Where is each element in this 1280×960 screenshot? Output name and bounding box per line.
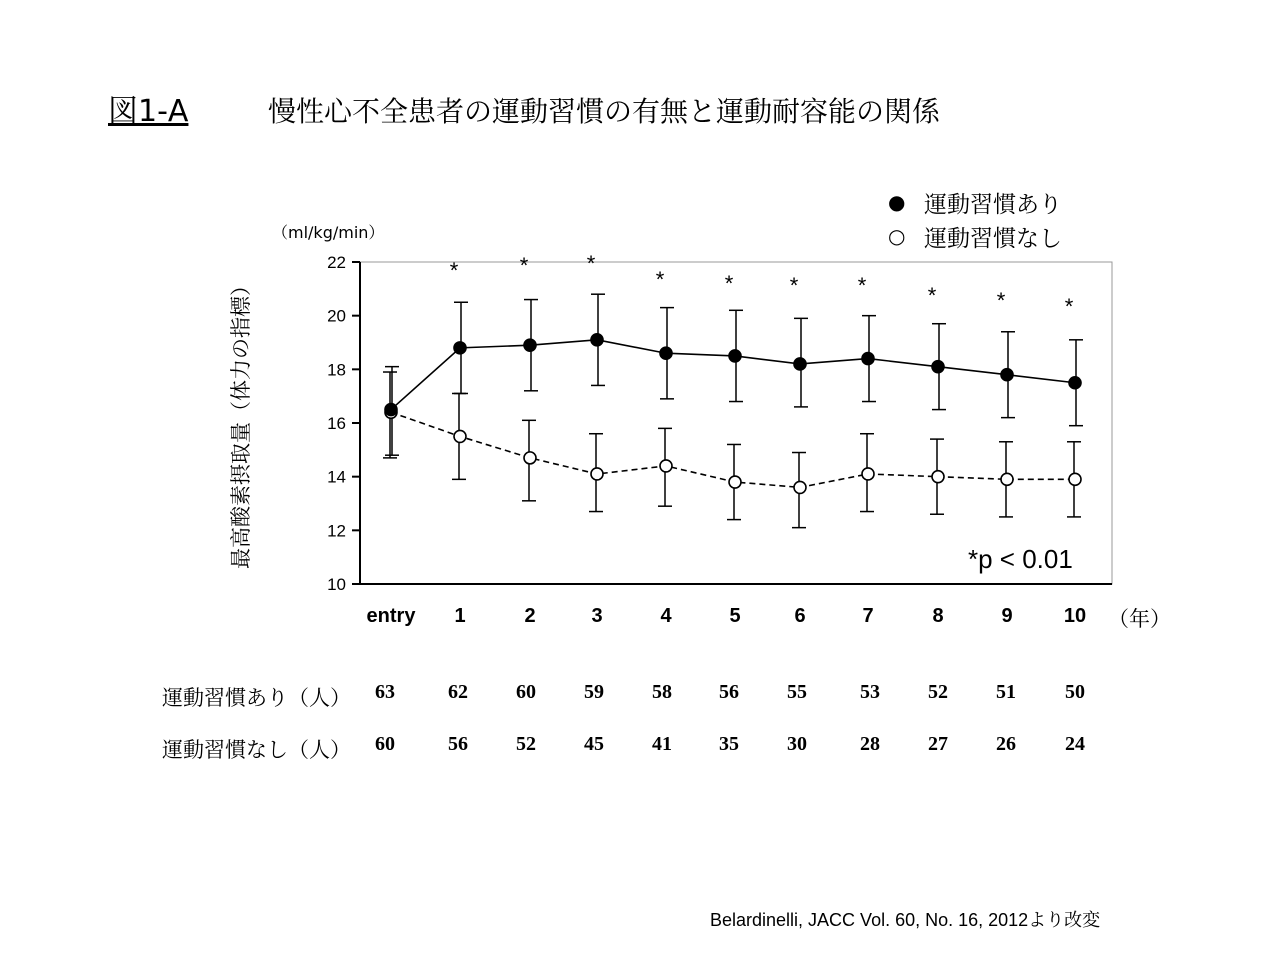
count-value: 27 bbox=[928, 733, 948, 755]
x-axis-unit: （年） bbox=[1108, 607, 1171, 631]
data-point-filled bbox=[660, 347, 672, 359]
count-value: 63 bbox=[375, 681, 395, 703]
x-tick-label: 3 bbox=[591, 605, 603, 627]
x-tick-label: 6 bbox=[794, 605, 806, 627]
y-tick-label: 20 bbox=[327, 306, 346, 326]
data-point-open bbox=[729, 476, 741, 488]
filled-circle-icon: ● bbox=[888, 190, 906, 214]
legend-label: 運動習慣なし bbox=[924, 225, 1062, 252]
page-title: 慢性心不全患者の運動習慣の有無と運動耐容能の関係 bbox=[268, 95, 941, 128]
count-value: 26 bbox=[996, 733, 1016, 755]
figure-label: 図1-A bbox=[108, 94, 189, 129]
y-tick-label: 18 bbox=[327, 360, 346, 380]
count-value: 60 bbox=[375, 733, 395, 755]
data-point-filled bbox=[729, 350, 741, 362]
count-value: 59 bbox=[584, 681, 604, 703]
significance-marker: * bbox=[586, 251, 596, 276]
count-value: 60 bbox=[516, 681, 536, 703]
data-point-filled bbox=[524, 339, 536, 351]
data-point-filled bbox=[591, 334, 603, 346]
x-tick-label: 1 bbox=[454, 605, 466, 627]
count-value: 41 bbox=[652, 733, 672, 755]
data-point-open bbox=[591, 468, 603, 480]
data-point-filled bbox=[385, 404, 397, 416]
x-tick-label: 10 bbox=[1063, 605, 1087, 627]
data-point-open bbox=[1069, 473, 1081, 485]
count-label-without-exercise: 運動習慣なし（人） bbox=[162, 738, 351, 762]
data-point-filled bbox=[932, 361, 944, 373]
y-tick-label: 12 bbox=[327, 521, 346, 541]
data-point-open bbox=[1001, 473, 1013, 485]
count-value: 35 bbox=[719, 733, 739, 755]
count-label-with-exercise: 運動習慣あり（人） bbox=[162, 686, 351, 710]
data-point-filled bbox=[862, 353, 874, 365]
data-point-filled bbox=[1069, 377, 1081, 389]
data-point-open bbox=[660, 460, 672, 472]
count-value: 30 bbox=[787, 733, 807, 755]
significance-marker: * bbox=[857, 273, 867, 298]
count-value: 62 bbox=[448, 681, 468, 703]
source-citation: Belardinelli, JACC Vol. 60, No. 16, 2012より改変 bbox=[710, 910, 1101, 930]
significance-marker: * bbox=[449, 258, 459, 283]
y-tick-label: 22 bbox=[327, 253, 346, 272]
data-point-open bbox=[794, 481, 806, 493]
data-point-filled bbox=[794, 358, 806, 370]
significance-marker: * bbox=[927, 283, 937, 308]
x-tick-label: 4 bbox=[660, 605, 672, 627]
count-value: 45 bbox=[584, 733, 604, 755]
y-axis-unit: （ml/kg/min） bbox=[272, 223, 385, 242]
y-axis-label: 最高酸素摂取量（体力の指標） bbox=[229, 275, 253, 569]
x-tick-label: 5 bbox=[729, 605, 741, 627]
count-value: 51 bbox=[996, 681, 1016, 703]
count-value: 24 bbox=[1065, 733, 1085, 755]
x-tick-label: 9 bbox=[1001, 605, 1013, 627]
data-point-open bbox=[932, 471, 944, 483]
x-tick-label: 7 bbox=[862, 605, 874, 627]
x-tick-label: 8 bbox=[932, 605, 944, 627]
count-value: 28 bbox=[860, 733, 880, 755]
count-value: 58 bbox=[652, 681, 672, 703]
count-value: 56 bbox=[448, 733, 468, 755]
x-tick-label: 2 bbox=[524, 605, 536, 627]
y-tick-label: 14 bbox=[327, 467, 346, 487]
open-circle-icon: ○ bbox=[888, 224, 906, 248]
data-point-open bbox=[524, 452, 536, 464]
count-value: 52 bbox=[928, 681, 948, 703]
y-tick-label: 10 bbox=[327, 575, 346, 594]
count-value: 53 bbox=[860, 681, 880, 703]
legend-label: 運動習慣あり bbox=[924, 191, 1062, 218]
significance-marker: * bbox=[996, 288, 1006, 313]
significance-note: *p < 0.01 bbox=[968, 544, 1073, 574]
significance-marker: * bbox=[724, 271, 734, 296]
significance-marker: * bbox=[519, 253, 529, 278]
count-value: 55 bbox=[787, 681, 807, 703]
significance-marker: * bbox=[789, 273, 799, 298]
count-value: 56 bbox=[719, 681, 739, 703]
data-point-open bbox=[454, 430, 466, 442]
data-point-filled bbox=[1001, 369, 1013, 381]
data-point-open bbox=[862, 468, 874, 480]
count-value: 50 bbox=[1065, 681, 1085, 703]
significance-marker: * bbox=[655, 267, 665, 292]
count-value: 52 bbox=[516, 733, 536, 755]
y-tick-label: 16 bbox=[327, 414, 346, 433]
x-tick-label: entry bbox=[366, 605, 416, 627]
significance-marker: * bbox=[1064, 294, 1074, 319]
data-point-filled bbox=[454, 342, 466, 354]
